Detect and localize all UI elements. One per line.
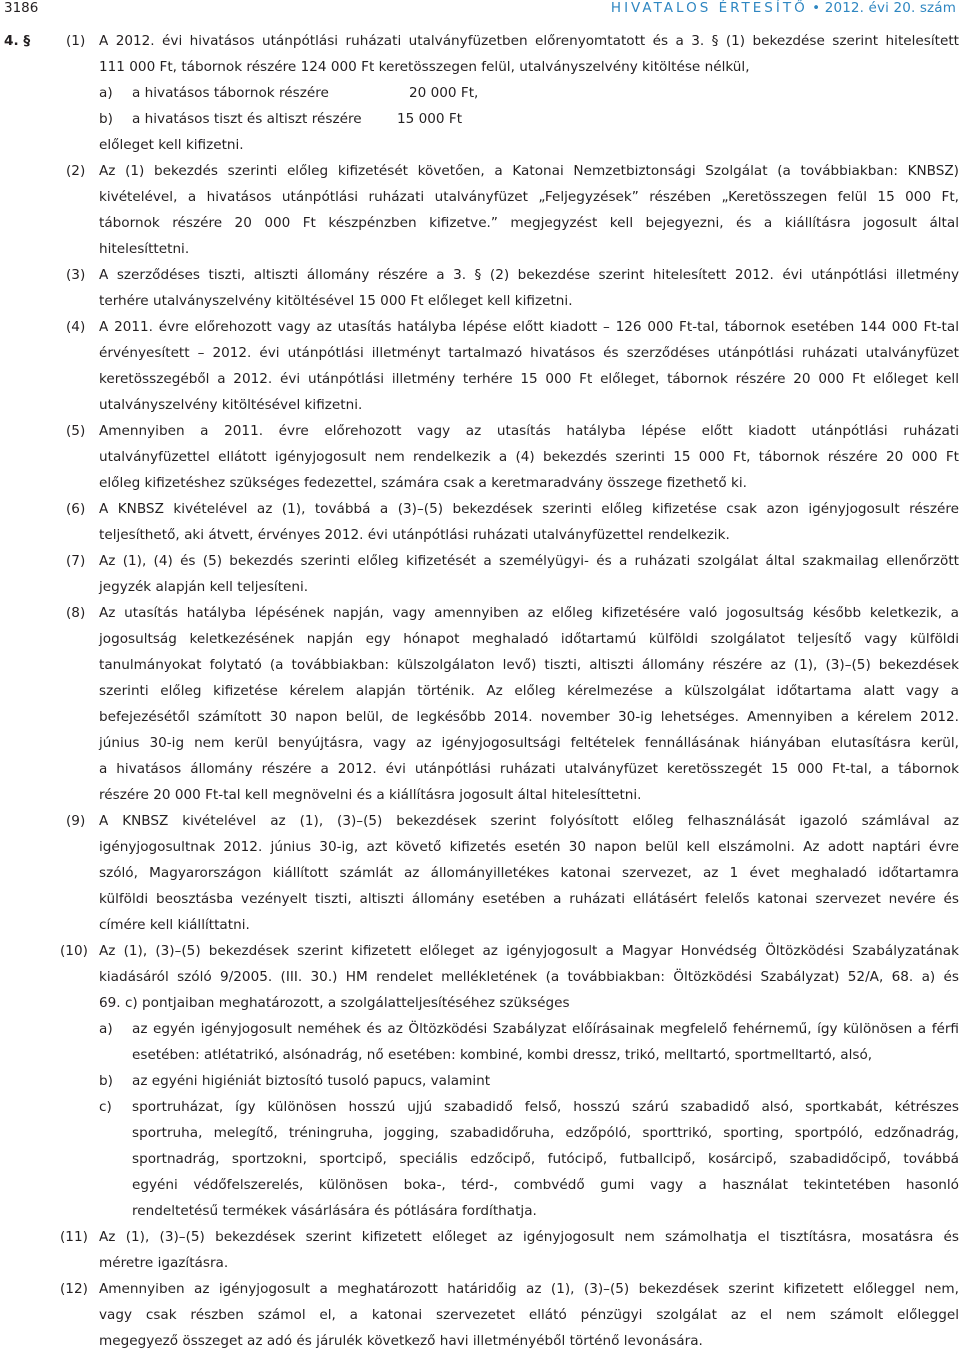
text-line: június 30-ig nem kerül benyújtásra, vagy az igényjogosultsági feltételek fennállásának hiányában elutasításra kerül, xyxy=(99,735,959,751)
text-line: egyéni védőfelszerelés, különösen boka-, térd-, combvédő gumi vagy a használat tekintetében hasonló xyxy=(132,1177,959,1193)
text-line: szóló, Magyarországon kiállított számlát az állományilletékes katonai szervezet, az 1 évet meghaladó időtartamra xyxy=(99,865,959,881)
item-label: a) xyxy=(99,85,113,101)
text-line: kivételével, a hivatásos utánpótlási ruházati utalványfüzet „Feljegyzések” részében „Keretösszegen felül 15 000 Ft, xyxy=(99,189,959,205)
text-line: rendeltetésű termékek vásárlására és pótlására fordíthatja. xyxy=(132,1203,537,1219)
item-label: b) xyxy=(99,111,113,127)
paragraph xyxy=(0,1276,960,1354)
page-header xyxy=(0,0,960,22)
text-line: utalványfüzettel ellátott igényjogosult nem rendelkezik a (4) bekezdés szerinti 15 000 Ft, tábornok részére 20 000 Ft xyxy=(99,449,959,465)
paragraph-number: (5) xyxy=(66,423,86,439)
text-line: az egyén igényjogosult neméhek és az Öltözködési Szabályzat előírásainak megfelelő fehérnemű, így különösen a férfi xyxy=(132,1021,959,1037)
text-line: megegyező összeget az adó és járulék következő havi illetményéből történő levonására. xyxy=(99,1333,703,1349)
text-line: 69. c) pontjaiban meghatározott, a szolgálatteljesítéséhez szükséges xyxy=(99,995,570,1011)
item-amount: 20 000 Ft, xyxy=(409,85,479,101)
text-line: befejezésétől számított 30 napon belül, de legkésőbb 2014. november 30-ig lehetséges. Amennyiben a kérelem 2012. xyxy=(99,709,959,725)
text-line: Az (1), (3)–(5) bekezdések szerint kifizetett előleget az igényjogosult a Magyar Honvédség Öltözködési Szabályzatának xyxy=(99,943,959,959)
text-line: Az (1), (3)–(5) bekezdések szerint kifizetett előleget az igényjogosult nem számolhatja el tisztításra, mosatásra és xyxy=(99,1229,959,1245)
text-line: A 2011. évre előrehozott vagy az utasítás hatályba lépése előtt kiadott – 126 000 Ft-tal, tábornok esetében 144 000 Ft-tal xyxy=(99,319,959,335)
text-line: tanulmányokat folytató (a továbbiakban: külszolgálaton levő) tiszti, altiszti állomány részére az (1), (3)–(5) bekezdések xyxy=(99,657,959,673)
text-line: terhére utalványszelvény kitöltésével 15 000 Ft előleget kell kifizetni. xyxy=(99,293,573,309)
text-line: jogosultság keletkezésének napján egy hónapot meghaladó időtartamú külföldi szolgálatot teljesítő vagy külföldi xyxy=(99,631,959,647)
paragraph-number: (6) xyxy=(66,501,86,517)
section-number: 4. § xyxy=(4,33,31,49)
list-item xyxy=(99,1094,959,1224)
text-line: kiadásáról szóló 9/2005. (III. 30.) HM rendelet mellékletének (a továbbiakban: Öltözködési Szabályzat) 52/A, 68. a) és xyxy=(99,969,959,985)
paragraph xyxy=(0,418,960,496)
paragraph-number: (3) xyxy=(66,267,86,283)
text-line: Az utasítás hatályba lépésének napján, vagy amennyiben az előleg kifizetésére való jogosultság később keletkezik, a xyxy=(99,605,959,621)
text-line: külföldi beosztásba vezényelt tiszti, altiszti állomány esetében a ruházati ellátásért felelős katonai szervezet nevére és xyxy=(99,891,959,907)
text-line: előleg kifizetéshez szükséges fedezettel, számára csak a keretmaradvány összege fizethető ki. xyxy=(99,475,747,491)
item-label: a) xyxy=(99,1021,113,1037)
list-item xyxy=(99,106,959,132)
text-line: méretre igazításra. xyxy=(99,1255,229,1271)
text-line: Amennyiben a 2011. évre előrehozott vagy az utasítás hatályba lépése előtt kiadott utánpótlási ruházati xyxy=(99,423,959,439)
item-amount: 15 000 Ft xyxy=(397,111,463,127)
text-line: A szerződéses tiszti, altiszti állomány részére a 3. § (2) bekezdése szerint hitelesített 2012. évi utánpótlási illetmény xyxy=(99,267,959,283)
paragraph xyxy=(0,938,960,1224)
paragraph-number: (9) xyxy=(66,813,86,829)
text-line: igényjogosultnak 2012. június 30-ig, azt követő kifizetés esetén 30 napon belül kell elszámolni. Az adott naptári évre xyxy=(99,839,959,855)
paragraph-number: (8) xyxy=(66,605,86,621)
text-line: A 2012. évi hivatásos utánpótlási ruházati utalványfüzetben előrenyomtatott és a 3. § (1) bekezdése szerint hitelesített xyxy=(99,33,959,49)
paragraph xyxy=(0,808,960,938)
list-item xyxy=(99,1016,959,1068)
text-line: utalványszelvény kitöltésével kifizetni. xyxy=(99,397,363,413)
text-line: 111 000 Ft, tábornok részére 124 000 Ft keretösszegen felül, utalványszelvény kitöltése nélkül, xyxy=(99,59,750,75)
list-item xyxy=(99,80,959,106)
paragraph-1 xyxy=(0,28,960,158)
text-line: szerinti előleg kifizetése kérelem alapján történik. Az előleg kérelmezése a külszolgálat időtartama alatt vagy a xyxy=(99,683,959,699)
journal-title xyxy=(611,0,956,16)
paragraph xyxy=(0,158,960,262)
text-line: az egyéni higiéniát biztosító tusoló papucs, valamint xyxy=(132,1073,491,1089)
text-line: tábornok részére 20 000 Ft készpénzben kifizetve.” megjegyzést kell bejegyezni, és a kiállításra jogosult által xyxy=(99,215,959,231)
text-line: részére 20 000 Ft-tal kell megnövelni és a kiállításra jogosult által hitelesíttetni. xyxy=(99,787,642,803)
text-line: hitelesíttetni. xyxy=(99,241,190,257)
paragraph-number: (2) xyxy=(66,163,86,179)
page-number: 3186 xyxy=(4,0,39,16)
item-label: b) xyxy=(99,1073,113,1089)
journal-name: HIVATALOS ÉRTESÍTŐ xyxy=(610,0,808,16)
item-label: c) xyxy=(99,1099,112,1115)
text-line: sportruha, melegítő, tréningruha, jogging, szabadidőruha, edzőpóló, sporttrikó, sporting, sportpóló, edzőnadrág, xyxy=(132,1125,959,1141)
text-line: teljesíthető, aki átvett, érvényes 2012. évi utánpótlási ruházati utalványfüzettel rendelkezik. xyxy=(99,527,730,543)
paragraph xyxy=(0,314,960,418)
text-line: sportruházat, így különösen hosszú ujjú szabadidő felső, hosszú szárú szabadidő alsó, sportkabát, kétrészes xyxy=(132,1099,959,1115)
text-line: Amennyiben az igényjogosult a meghatározott határidőig az (1), (3)–(5) bekezdések szerint kifizetett előleggel nem, xyxy=(99,1281,959,1297)
text-line: A KNBSZ kivételével az (1), továbbá a (3)–(5) bekezdések szerinti előleg kifizetése csak azon igényjogosult részére xyxy=(99,501,959,517)
text-line: jegyzék alapján kell teljesíteni. xyxy=(99,579,309,595)
text-line: előleget kell kifizetni. xyxy=(99,137,244,153)
text-line: vagy csak részben számol el, a katonai szervezetet ellátó pénzügyi szolgálat az el nem számolt előleggel xyxy=(99,1307,959,1323)
text-line: Az (1) bekezdés szerinti előleg kifizetését követően, a Katonai Nemzetbiztonsági Szolgálat (a továbbiakban: KNBSZ) xyxy=(99,163,959,179)
document-body xyxy=(0,28,960,1354)
paragraph-number: (1) xyxy=(66,33,86,49)
list-item xyxy=(99,1068,959,1094)
text-line: Az (1), (4) és (5) bekezdés szerinti előleg kifizetését a személyügyi- és a ruházati szolgálat által szakmailag ellenőrzött xyxy=(99,553,959,569)
text-line: címére kell kiállíttatni. xyxy=(99,917,250,933)
paragraph xyxy=(0,496,960,548)
item-text: a hivatásos tábornok részére xyxy=(132,85,329,101)
text-line: érvényesített – 2012. évi utánpótlási illetményt tartalmazó hivatásos és szerződéses utánpótlási ruházati utalványfüzet xyxy=(99,345,959,361)
text-line: a hivatásos állomány részére a 2012. évi utánpótlási ruházati utalványfüzet keretösszegét 15 000 Ft-tal, a tábornok xyxy=(99,761,959,777)
paragraph-number: (7) xyxy=(66,553,86,569)
item-text: a hivatásos tiszt és altiszt részére xyxy=(132,111,362,127)
paragraph xyxy=(0,1224,960,1276)
paragraph-number: (10) xyxy=(60,943,88,959)
text-line: A KNBSZ kivételével az (1), (3)–(5) bekezdések szerint folyósított előleg felhasználását igazoló számlával az xyxy=(99,813,959,829)
text-line: keretösszegéből a 2012. évi utánpótlási illetmény terhére 15 000 Ft előleget, tábornok részére 20 000 Ft előleget kell xyxy=(99,371,959,387)
paragraph xyxy=(0,262,960,314)
paragraph-number: (4) xyxy=(66,319,86,335)
text-line: sportnadrág, sportzokni, sportcipő, speciális edzőcipő, futócipő, futballcipő, kosárcipő, szabadidőcipő, továbbá xyxy=(132,1151,959,1167)
issue-label: • 2012. évi 20. szám xyxy=(812,0,956,16)
paragraph-number: (11) xyxy=(60,1229,88,1245)
paragraph xyxy=(0,548,960,600)
paragraph xyxy=(0,600,960,808)
text-line: esetében: atlétatrikó, alsónadrág, nő esetében: kombiné, kombi dressz, trikó, melltartó, sportmelltartó, alsó, xyxy=(132,1047,873,1063)
paragraph-number: (12) xyxy=(60,1281,88,1297)
